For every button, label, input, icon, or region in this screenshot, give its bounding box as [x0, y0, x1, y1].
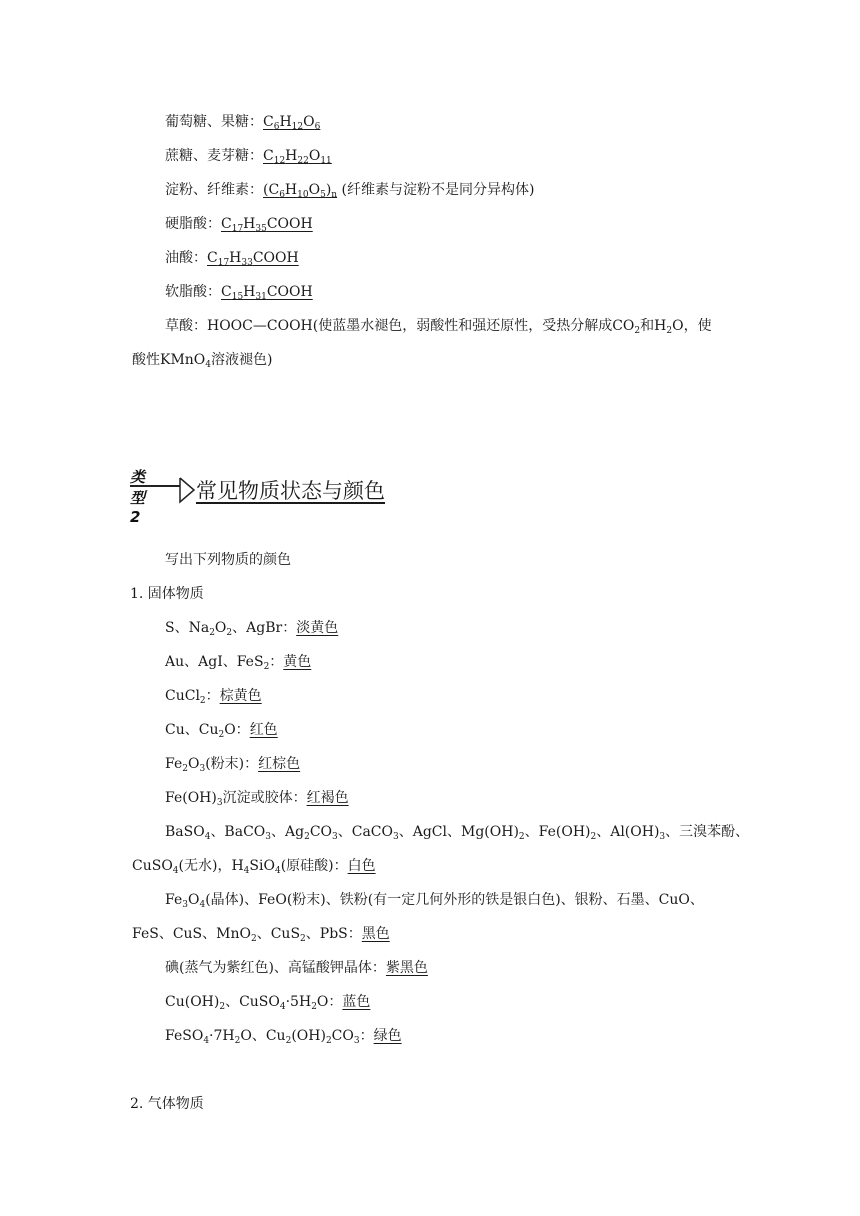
solid-row-fe2o3: $Fe_2O_3$(粉末)：红棕色 [165, 756, 301, 774]
answer-color: 黄色 [283, 654, 312, 670]
answer-formula: $C_{12}H_{22}O_{11}$ [263, 148, 332, 166]
solid-row-cuoh2: $Cu(OH)_2$、$CuSO_4\cdot 5H_2O$：蓝色 [165, 994, 371, 1012]
oxalic-acid-line-1: 草酸：HOOC—COOH(使蓝墨水褪色，弱酸性和强还原性，受热分解成$CO_2$和$H_2O$，使 [165, 318, 712, 336]
formula-glucose: 葡萄糖、果糖：$C_6H_{12}O_6$ [165, 114, 321, 132]
oxalic-acid-line-2: 酸性KMnO$_4$溶液褪色) [132, 352, 273, 370]
solid-row-feso4: $FeSO_4\cdot 7H_2O$、$Cu_2(OH)_2CO_3$：绿色 [165, 1028, 402, 1046]
answer-color: 红褐色 [306, 790, 349, 806]
formula-stearic-acid: 硬脂酸：$C_{17}H_{35}COOH$ [165, 216, 313, 234]
arrow-icon [128, 466, 198, 506]
solid-heading: 1. 固体物质 [130, 586, 204, 602]
answer-formula: $C_{17}H_{35}COOH$ [221, 216, 313, 234]
section-title: 常见物质状态与颜色 [196, 479, 385, 503]
solid-row-sulfur: S、$Na_2O_2$、AgBr：淡黄色 [165, 620, 339, 638]
black-row-line-1: $Fe_3O_4$(晶体)、FeO(粉末)、铁粉(有一定几何外形的铁是银白色)、银粉、石墨、CuO、 [165, 892, 704, 910]
section-tag: 类型2 [130, 468, 145, 526]
gas-heading: 2. 气体物质 [130, 1096, 204, 1112]
solid-row-iodine: 碘(蒸气为紫红色)、高锰酸钾晶体：紫黑色 [165, 960, 428, 976]
answer-color: 蓝色 [342, 994, 371, 1010]
white-row-line-2: CuSO$_4$(无水)，$H_4SiO_4$(原硅酸)：白色 [132, 858, 376, 876]
answer-color: 淡黄色 [296, 620, 339, 636]
solid-row-copper: Cu、$Cu_2O$：红色 [165, 722, 278, 740]
white-row-line-1: BaSO$_4$、BaCO$_3$、$Ag_2CO_3$、CaCO$_3$、AgCl、$Mg(OH)_2$、$Fe(OH)_2$、$Al(OH)_3$、三溴苯酚、 [165, 824, 750, 842]
solid-row-gold: Au、AgI、FeS$_2$：黄色 [165, 654, 312, 672]
answer-color: 红棕色 [258, 756, 301, 772]
answer-color: 紫黑色 [385, 960, 428, 976]
answer-color: 红色 [249, 722, 278, 738]
formula-starch: 淀粉、纤维素：$(C_6H_{10}O_5)_n$ (纤维素与淀粉不是同分异构体) [165, 182, 535, 200]
answer-formula: $(C_6H_{10}O_5)_n$ [263, 182, 338, 200]
formula-sucrose: 蔗糖、麦芽糖：$C_{12}H_{22}O_{11}$ [165, 148, 332, 166]
solid-row-cucl2: CuCl$_2$：棕黄色 [165, 688, 262, 706]
black-row-line-2: FeS、CuS、MnO$_2$、CuS$_2$、PbS：黑色 [132, 926, 390, 944]
answer-color: 棕黄色 [219, 688, 262, 704]
solid-row-feoh3: $Fe(OH)_3$沉淀或胶体：红褐色 [165, 790, 349, 808]
answer-color: 黑色 [361, 926, 390, 942]
formula-oleic-acid: 油酸：$C_{17}H_{33}COOH$ [165, 250, 299, 268]
answer-color: 白色 [347, 858, 376, 874]
answer-formula: $C_{17}H_{33}COOH$ [207, 250, 299, 268]
answer-color: 绿色 [373, 1028, 402, 1044]
formula-palmitic-acid: 软脂酸：$C_{15}H_{31}COOH$ [165, 284, 313, 302]
answer-formula: $C_6H_{12}O_6$ [263, 114, 321, 132]
intro-text: 写出下列物质的颜色 [165, 552, 291, 568]
answer-formula: $C_{15}H_{31}COOH$ [221, 284, 313, 302]
